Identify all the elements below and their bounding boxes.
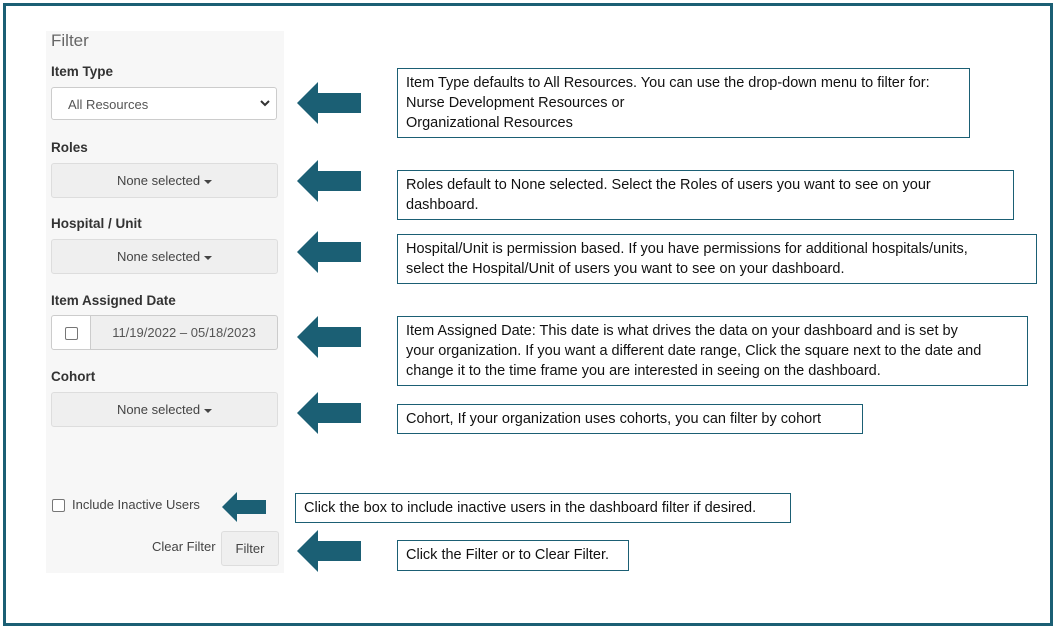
note-line: Item Type defaults to All Resources. You can use the drop-down menu to filter for: [406, 75, 930, 91]
item-assigned-date-group [51, 315, 278, 350]
hospital-unit-value: None selected [116, 249, 201, 264]
note-line: Item Assigned Date: This date is what drives the data on your dashboard and is set by [406, 323, 958, 339]
note-line: Nurse Development Resources or [406, 95, 625, 111]
hospital-unit-note [397, 234, 1037, 284]
note-line: Cohort, If your organization uses cohorts, you can filter by cohort [406, 411, 822, 427]
item-type-value: All Resources [68, 97, 149, 112]
note-line: Click the Filter or to Clear Filter. [406, 547, 610, 563]
caret-down-icon [204, 256, 212, 260]
cohort-value: None selected [116, 402, 201, 417]
item-type-label: Item Type [51, 64, 114, 79]
include-inactive-checkbox[interactable] [52, 499, 65, 512]
hospital-unit-label: Hospital / Unit [51, 216, 142, 231]
inactive-note [295, 493, 791, 523]
roles-label: Roles [51, 140, 88, 155]
hospital-unit-multiselect[interactable] [51, 239, 278, 274]
note-line: Hospital/Unit is permission based. If you have permissions for additional hospitals/units, [406, 241, 968, 257]
filter-title: Filter [51, 31, 89, 50]
item-type-select[interactable] [51, 87, 277, 120]
roles-multiselect[interactable] [51, 163, 278, 198]
note-line: your organization. If you want a different date range, Click the square next to the date and [406, 343, 982, 359]
filter-note [397, 540, 629, 571]
roles-value: None selected [116, 173, 201, 188]
note-line: dashboard. [406, 197, 479, 213]
note-line: change it to the time frame you are interested in seeing on the dashboard. [406, 363, 881, 379]
item-assigned-date-note [397, 316, 1028, 386]
date-range-toggle[interactable] [51, 315, 91, 350]
note-line: Organizational Resources [406, 115, 573, 131]
filter-button[interactable]: Filter [221, 531, 279, 566]
cohort-note [397, 404, 863, 434]
arrow-left-icon [222, 492, 266, 522]
note-line: select the Hospital/Unit of users you want to see on your dashboard. [406, 261, 845, 277]
date-range-checkbox[interactable] [65, 327, 78, 340]
arrow-left-icon [297, 392, 361, 434]
arrow-left-icon [297, 231, 361, 273]
include-inactive-label[interactable]: Include Inactive Users [72, 497, 200, 512]
caret-down-icon [204, 409, 212, 413]
note-line: Roles default to None selected. Select the Roles of users you want to see on your [406, 177, 931, 193]
arrow-left-icon [297, 82, 361, 124]
cohort-multiselect[interactable] [51, 392, 278, 427]
item-assigned-date-label: Item Assigned Date [51, 293, 176, 308]
cohort-label: Cohort [51, 369, 96, 384]
arrow-left-icon [297, 316, 361, 358]
roles-note [397, 170, 1014, 220]
clear-filter-link[interactable]: Clear Filter [152, 539, 216, 554]
caret-down-icon [204, 180, 212, 184]
chevron-down-icon [259, 97, 271, 109]
item-type-note [397, 68, 970, 138]
note-line: Click the box to include inactive users in the dashboard filter if desired. [304, 500, 757, 516]
date-range-field[interactable]: 11/19/2022 – 05/18/2023 [90, 315, 278, 350]
arrow-left-icon [297, 160, 361, 202]
arrow-left-icon [297, 530, 361, 572]
